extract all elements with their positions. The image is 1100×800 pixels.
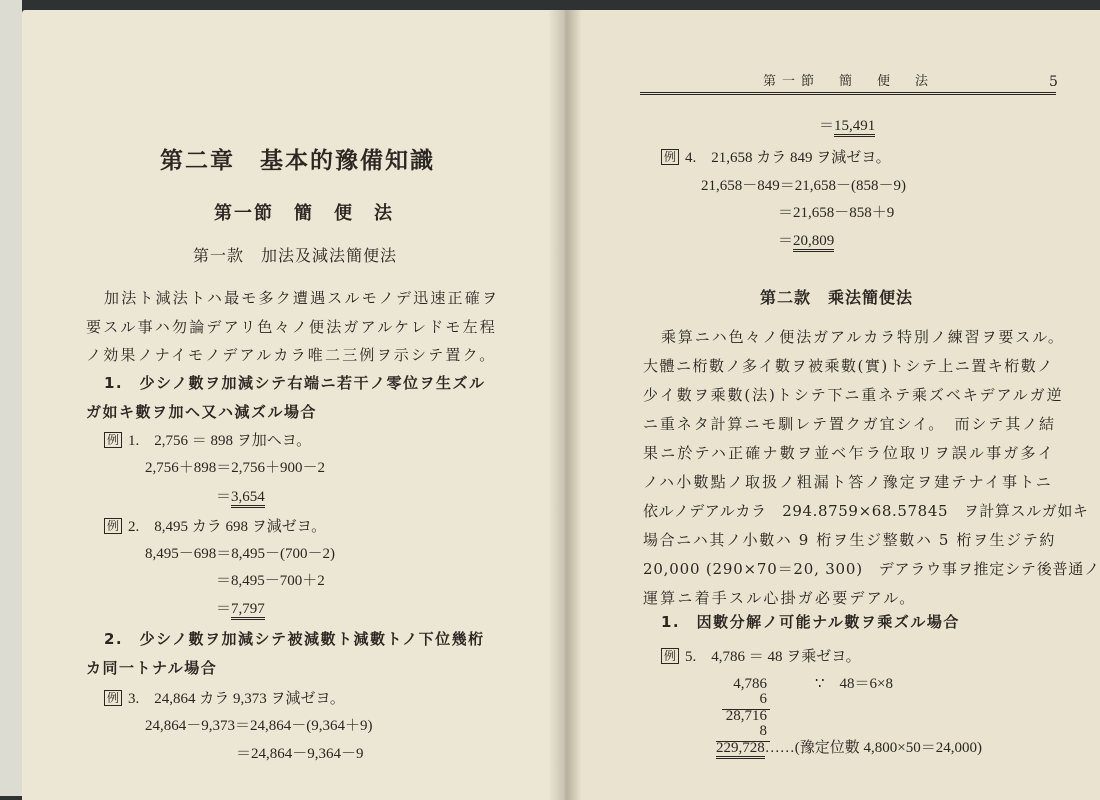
- case-heading-1-line-1: 1. 少シノ數ヲ加減シテ右端ニ若干ノ零位ヲ生ズル: [104, 374, 486, 392]
- case-heading-2-line-1: 2. 少シノ數ヲ加減シテ被減數ト減數トノ下位幾桁: [104, 630, 485, 648]
- para-line-6: ノハ小數點ノ取扱ノ粗漏ト答ノ豫定ヲ建テナイ事トニ: [643, 473, 1053, 491]
- result-value: 15,491: [834, 118, 875, 137]
- chapter-title: 第二章 基本的豫備知識: [160, 147, 435, 174]
- book-cover-edge: [0, 0, 22, 796]
- example-2-line-1: 8,495－698＝8,495－(700－2): [145, 546, 335, 562]
- running-head: 第一節 簡 便 法: [763, 74, 935, 89]
- article-title-multiplication: 第二款 乘法簡便法: [760, 288, 914, 307]
- calc-multiplicand: 4,786: [733, 676, 767, 692]
- example-3-line-1: 24,864－9,373＝24,864－(9,364＋9): [145, 718, 373, 734]
- calc-multiplier-1: 6: [759, 691, 767, 707]
- case-heading-right-1: 1. 因數分解ノ可能ナル數ヲ乘ズル場合: [661, 613, 960, 631]
- example-3-text: 3. 24,864 カラ 9,373 ヲ減ゼヨ。: [128, 691, 345, 707]
- example-4-text: 4. 21,658 カラ 849 ヲ減ゼヨ。: [685, 150, 891, 166]
- para-line-3: 少イ數ヲ乘數(法)トシテ下ニ重ネテ乘ズベキデアルガ逆: [643, 386, 1064, 404]
- equals-sign: ＝: [819, 118, 835, 134]
- book-gutter: [548, 10, 582, 800]
- carried-result: [819, 116, 875, 136]
- result-value: 7,797: [231, 601, 265, 620]
- example-4-line-2: ＝21,658－858＋9: [778, 205, 895, 221]
- because-factorization: ∵ 48＝6×8: [815, 676, 894, 692]
- calc-result-line: [716, 738, 982, 758]
- para-line-2: 大體ニ桁數ノ多イ數ヲ被乘數(實)トシテ上ニ置キ桁數ノ: [643, 357, 1054, 375]
- header-rule: [640, 92, 1056, 95]
- intro-line-2: 要スル事ハ勿論デアリ色々ノ便法ガアルケレドモ左程: [86, 318, 498, 336]
- example-label: 例: [661, 648, 679, 664]
- para-line-10: 運算ニ着手スル心掛ガ必要デアル。: [643, 589, 917, 607]
- example-3-line-2: ＝24,864－9,364－9: [236, 746, 364, 762]
- calc-multiplier-2: 8: [759, 723, 767, 739]
- calc-partial: 28,716: [725, 708, 767, 724]
- example-4: [661, 148, 891, 168]
- para-line-1: 乘算ニハ色々ノ便法ガアルカラ特別ノ練習ヲ要スル。: [661, 328, 1065, 346]
- example-4-line-1: 21,658－849＝21,658－(858－9): [701, 178, 906, 194]
- example-label: 例: [104, 690, 122, 706]
- case-heading-1-line-2: ガ如キ數ヲ加ヘ又ハ減ズル場合: [86, 403, 318, 421]
- equals-sign: ＝: [778, 233, 794, 249]
- page-number: 5: [1049, 74, 1058, 90]
- example-label: 例: [104, 432, 122, 448]
- example-1-text: 1. 2,756 ＝ 898 ヲ加ヘヨ。: [128, 433, 312, 449]
- equals-sign: ＝: [216, 489, 232, 505]
- calc-result: 229,728: [716, 740, 765, 759]
- example-2-text: 2. 8,495 カラ 698 ヲ減ゼヨ。: [128, 519, 327, 535]
- result-value: 3,654: [231, 489, 265, 508]
- para-line-4: ニ重ネタ計算ニモ馴レテ置クガ宜シイ。 而シテ其ノ結: [643, 415, 1056, 433]
- result-value: 20,809: [793, 233, 834, 252]
- intro-line-1: 加法ト減法トハ最モ多ク遭遇スルモノデ迅速正確ヲ: [104, 289, 500, 307]
- example-3: [104, 689, 345, 709]
- case-heading-2-line-2: カ同一トナル場合: [86, 659, 218, 677]
- example-5: [661, 647, 861, 667]
- para-line-8: 場合ニハ其ノ小數ハ 9 桁ヲ生ジ整數ハ 5 桁ヲ生ジテ約: [643, 531, 1056, 549]
- example-2-result: [216, 599, 265, 619]
- section-title: 第一節 簡 便 法: [214, 203, 394, 224]
- example-2: [104, 517, 326, 537]
- para-line-5: 果ニ於テハ正確ナ數ヲ並ベ乍ラ位取リヲ誤ル事ガ多イ: [643, 444, 1055, 462]
- example-1: [104, 431, 311, 451]
- example-4-result: [778, 231, 834, 251]
- intro-line-3: ノ効果ノナイモノデアルカラ唯二三例ヲ示シテ置ク。: [86, 346, 497, 364]
- para-line-9: 20,000 (290×70＝20, 300) デアラウ事ヲ推定シテ後普通ノ: [643, 560, 1100, 578]
- example-5-text: 5. 4,786 ＝ 48 ヲ乘ゼヨ。: [685, 649, 861, 665]
- equals-sign: ＝: [216, 601, 232, 617]
- example-2-line-2: ＝8,495－700＋2: [216, 573, 325, 589]
- estimate-note: ……(豫定位數 4,800×50＝24,000): [764, 740, 982, 756]
- example-1-line-1: 2,756＋898＝2,756＋900－2: [145, 460, 326, 476]
- para-line-7: 依ルノデアルカラ 294.8759×68.57845 ヲ計算スルガ如キ: [643, 502, 1089, 520]
- example-label: 例: [661, 149, 679, 165]
- example-label: 例: [104, 518, 122, 534]
- article-title-addition: 第一款 加法及減法簡便法: [193, 246, 398, 265]
- example-1-result: [216, 487, 265, 507]
